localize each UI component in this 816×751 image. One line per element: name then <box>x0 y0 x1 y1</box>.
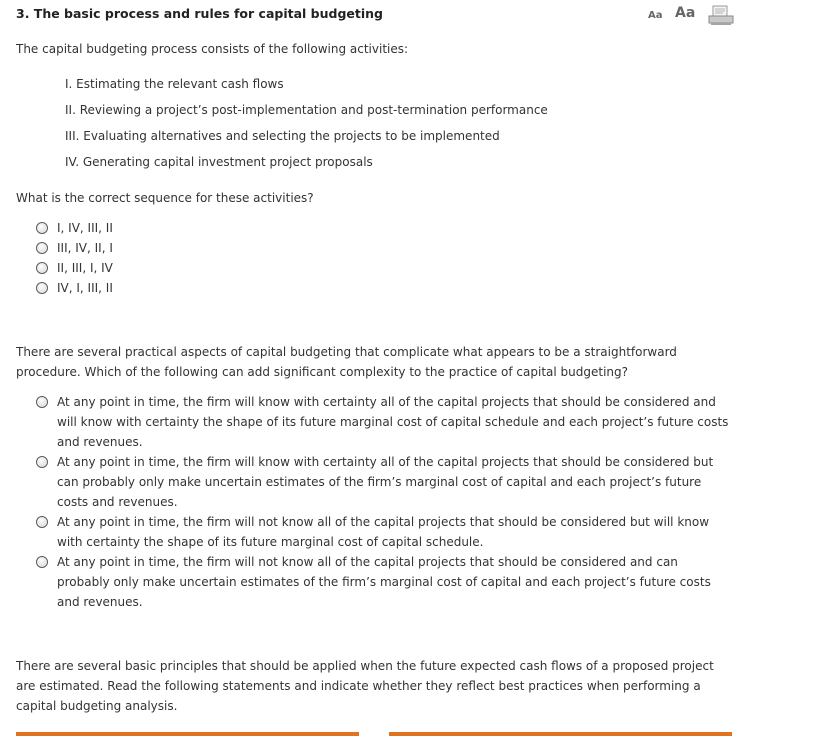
font-size-small-button[interactable]: Aa <box>648 10 663 21</box>
activity-item: II. Reviewing a project’s post-implementation and post-termination performance <box>65 103 548 117</box>
sequence-question: What is the correct sequence for these activities? <box>16 191 314 205</box>
complexity-question: There are several practical aspects of capital budgeting that complicate what appears to be a straightforward procedure. Which of the following can add significant complexity to the practice of capital budgeting? <box>16 345 677 379</box>
printer-icon[interactable] <box>708 5 734 26</box>
option-label[interactable]: At any point in time, the firm will know with certainty all of the capital projects that should be considered but can probably only make uncertain estimates of the firm’s marginal cost of capital and each project’s future costs and revenues. <box>57 455 714 509</box>
activities-intro: The capital budgeting process consists of the following activities: <box>16 42 409 56</box>
toolbar <box>648 4 738 26</box>
option-label[interactable]: II, III, I, IV <box>57 261 113 275</box>
radio-button[interactable] <box>36 516 48 528</box>
option-label[interactable]: At any point in time, the firm will not know all of the capital projects that should be considered but will know with certainty the shape of its future marginal cost of capital schedule. <box>57 515 710 549</box>
radio-button[interactable] <box>36 222 48 234</box>
radio-button[interactable] <box>36 456 48 468</box>
sequence-option[interactable] <box>36 278 113 298</box>
activity-item: IV. Generating capital investment project proposals <box>65 155 373 169</box>
option-label[interactable]: IV, I, III, II <box>57 281 113 295</box>
column-header-bar-right <box>389 732 732 736</box>
option-label[interactable]: At any point in time, the firm will not know all of the capital projects that should be considered and can probably only make uncertain estimates of the firm’s marginal cost of capital and each project’s future costs and revenues. <box>57 555 711 609</box>
activity-item: III. Evaluating alternatives and selecting the projects to be implemented <box>65 129 500 143</box>
option-label[interactable]: At any point in time, the firm will know with certainty all of the capital projects that should be considered and will know with certainty the shape of its future marginal cost of capital schedule and each project’s future costs and revenues. <box>57 395 729 449</box>
complexity-option[interactable] <box>36 512 729 552</box>
radio-button[interactable] <box>36 282 48 294</box>
radio-button[interactable] <box>36 396 48 408</box>
option-label[interactable]: III, IV, II, I <box>57 241 113 255</box>
sequence-option[interactable] <box>36 218 113 238</box>
radio-button[interactable] <box>36 262 48 274</box>
radio-button[interactable] <box>36 242 48 254</box>
sequence-option[interactable] <box>36 258 113 278</box>
radio-button[interactable] <box>36 556 48 568</box>
principles-prompt: There are several basic principles that should be applied when the future expected cash flows of a proposed project are estimated. Read the following statements and indicate whether they reflect best practices when performing a capital budgeting analysis. <box>16 659 714 713</box>
complexity-option[interactable] <box>36 392 729 452</box>
question-title: 3. The basic process and rules for capital budgeting <box>16 6 383 21</box>
option-label[interactable]: I, IV, III, II <box>57 221 113 235</box>
font-size-large-button[interactable]: Aa <box>675 5 696 21</box>
activity-item: I. Estimating the relevant cash flows <box>65 77 284 91</box>
column-header-bar-left <box>16 732 359 736</box>
sequence-option[interactable] <box>36 238 113 258</box>
complexity-option[interactable] <box>36 552 729 612</box>
complexity-option[interactable] <box>36 452 729 512</box>
